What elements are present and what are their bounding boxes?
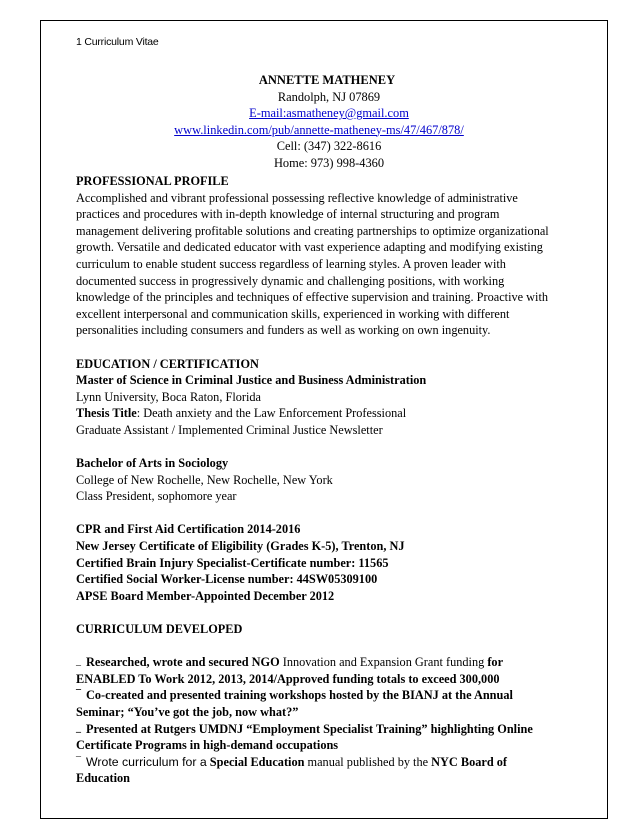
profile-line: knowledge of the principles and techniques of effective supervision and training. Proactive with <box>76 290 549 305</box>
class-president: Class President, sophomore year <box>76 489 237 504</box>
curriculum-item-continued: Certificate Programs in high-demand occupations <box>76 738 339 753</box>
curriculum-heading: CURRICULUM DEVELOPED <box>76 622 243 637</box>
bullet-icon: _ <box>76 722 81 734</box>
curriculum-item-continued: ENABLED To Work 2012, 2013, 2014/Approved funding totals to exceed 300,000 <box>76 671 500 686</box>
profile-line: growth. Versatile and dedicated educator with vast experience adapting and modifying existing <box>76 240 543 255</box>
thesis-label: Thesis Title <box>76 406 137 421</box>
curriculum-item-continued: Education <box>76 771 130 786</box>
thesis-line <box>76 405 566 422</box>
profile-line: practices and procedures with in-depth knowledge of internal structuring and program <box>76 207 500 222</box>
page-header-label: 1 Curriculum Vitae <box>76 36 159 48</box>
contact-block <box>0 72 638 171</box>
profile-line: personalities including consumers and funders as well as working on own ingenuity. <box>76 323 491 338</box>
profile-heading: PROFESSIONAL PROFILE <box>76 174 229 188</box>
bullet-icon: _ <box>76 656 81 668</box>
graduate-assistant: Graduate Assistant / Implemented Criminal Justice Newsletter <box>76 422 383 437</box>
address: Randolph, NJ 07869 <box>277 89 381 104</box>
home-phone: Home: 973) 998-4360 <box>273 155 385 170</box>
curriculum-item: ¯ Wrote curriculum for a Special Education manual published by the NYC Board of <box>76 754 508 769</box>
cell-phone: Cell: (347) 322-8616 <box>276 139 382 153</box>
profile-line: curriculum to enable student success regardless of learning styles. A proven leader with <box>76 256 506 271</box>
bachelors-school: College of New Rochelle, New Rochelle, New York <box>76 472 333 487</box>
resume-body <box>76 173 566 787</box>
profile-line: Accomplished and vibrant professional possessing reflective knowledge of administrative <box>76 190 518 205</box>
education-heading: EDUCATION / CERTIFICATION <box>76 356 259 371</box>
curriculum-item: _ Presented at Rutgers UMDNJ “Employment Specialist Training” highlighting Online <box>76 721 533 736</box>
profile-line: documented success in progressively dynamic and challenging positions, with working <box>76 273 505 288</box>
certification-item: New Jersey Certificate of Eligibility (Grades K-5), Trenton, NJ <box>76 539 405 554</box>
certification-item: CPR and First Aid Certification 2014-2016 <box>76 522 301 537</box>
certification-item: Certified Brain Injury Specialist-Certificate number: 11565 <box>76 555 389 570</box>
profile-line: excellent interpersonal and communication skills, experienced in working with different <box>76 306 510 321</box>
certification-item: Certified Social Worker-License number: 44SW05309100 <box>76 572 378 587</box>
applicant-name: ANNETTE MATHENEY <box>258 73 396 87</box>
thesis-text: : Death anxiety and the Law Enforcement Professional <box>136 406 407 421</box>
masters-school: Lynn University, Boca Raton, Florida <box>76 389 261 404</box>
profile-line: management delivering profitable solutions and creating partnerships to optimize organizational <box>76 223 549 238</box>
bullet-icon: ¯ <box>76 689 81 701</box>
curriculum-item: ¯ Co-created and presented training workshops hosted by the BIANJ at the Annual <box>76 688 513 703</box>
linkedin-link[interactable]: www.linkedin.com/pub/annette-matheney-ms/47/467/878/ <box>174 122 464 137</box>
certification-item: APSE Board Member-Appointed December 2012 <box>76 588 335 603</box>
curriculum-item: _ Researched, wrote and secured NGO Innovation and Expansion Grant funding for <box>76 655 504 670</box>
masters-degree: Master of Science in Criminal Justice and Business Administration <box>76 373 427 388</box>
curriculum-item-continued: Seminar; “You’ve got the job, now what?” <box>76 705 299 719</box>
email-link[interactable]: E-mail:asmatheney@gmail.com <box>249 106 409 120</box>
bachelors-degree: Bachelor of Arts in Sociology <box>76 456 229 471</box>
bullet-icon: ¯ <box>76 755 81 767</box>
